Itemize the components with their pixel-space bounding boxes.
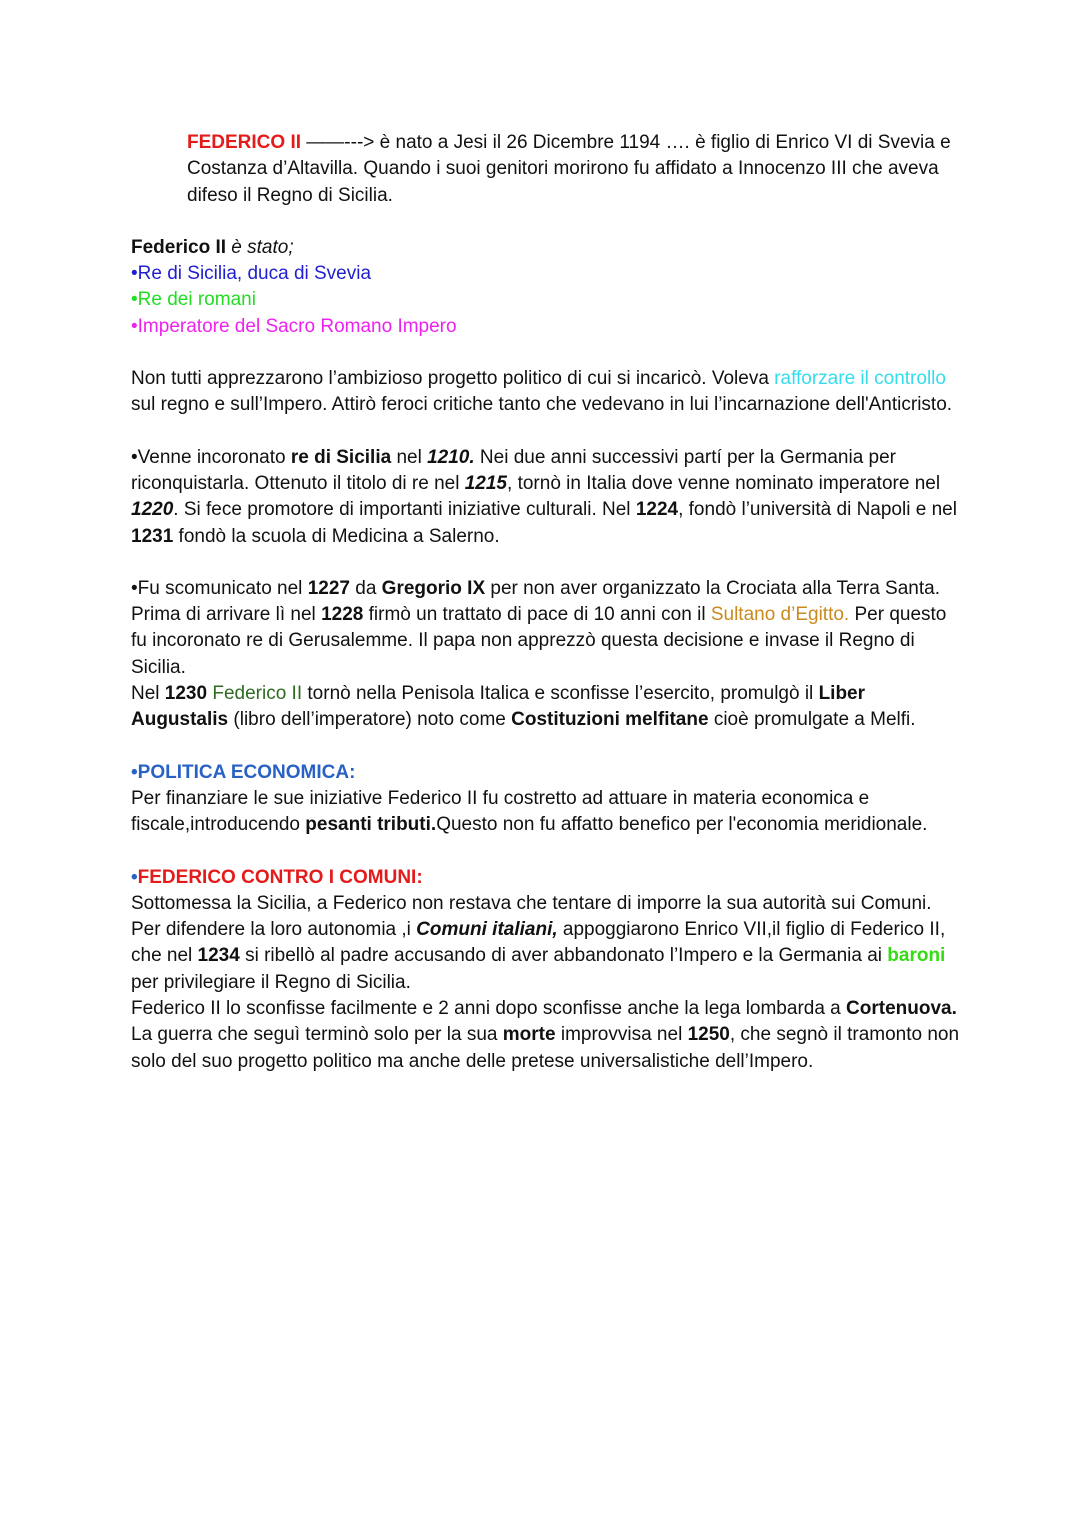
text-run: firmò un trattato di pace di 10 anni con il	[363, 604, 711, 626]
stato-heading	[131, 235, 960, 261]
text-run: da	[349, 577, 382, 599]
intro-paragraph	[131, 130, 960, 209]
stato-item-re-sicilia: •Re di Sicilia, duca di Svevia	[131, 263, 372, 285]
stato-heading-italic: è stato;	[226, 236, 294, 258]
year-1250: 1250	[687, 1024, 730, 1046]
scomunica-paragraph	[131, 576, 960, 681]
text-run: (libro dell’imperatore) noto come	[228, 709, 512, 731]
progetto-paragraph	[131, 366, 960, 419]
comuni-heading	[131, 865, 960, 891]
text-run: si ribellò al padre accusando di aver abbandonato l’Impero e la Germania ai	[239, 945, 888, 967]
text-run: , tornò in Italia dove venne nominato imperatore nel	[507, 472, 941, 494]
stato-heading-bold: Federico II	[131, 236, 227, 258]
intro-text: ——---> è nato a Jesi il 26 Dicembre 1194 …. è figlio di Enrico VI di Svevia e Costanza d’Altavilla. Quando i suoi genitori morirono fu affidato a Innocenzo III che aveva difeso il Regno di Sicilia.	[187, 132, 951, 206]
year-1220: 1220	[131, 499, 174, 521]
text-run: per non aver organizzato la Crociata alla Terra Santa. Prima di arrivare lì nel	[131, 577, 940, 626]
spacer	[131, 340, 960, 366]
bold-pesanti-tributi: pesanti tributi.	[305, 814, 437, 836]
highlight-controllo: rafforzare il controllo	[774, 368, 946, 390]
highlight-federico: Federico II	[212, 683, 303, 705]
politica-paragraph	[131, 786, 960, 839]
cortenuova-paragraph	[131, 996, 960, 1075]
spacer	[131, 209, 960, 235]
text-run: La guerra che seguì terminò solo per la sua	[131, 1024, 503, 1046]
year-1215: 1215	[464, 472, 508, 494]
year-1227: 1227	[307, 577, 350, 599]
paragraph-1230	[131, 681, 960, 734]
bold-morte: morte	[502, 1024, 556, 1046]
text-run: appoggiarono Enrico VII,il figlio di Federico II, che nel	[131, 919, 946, 967]
intro-title: FEDERICO II	[187, 132, 302, 153]
politica-heading-text: •POLITICA ECONOMICA:	[131, 761, 356, 783]
comuni-heading-bullet: •	[131, 866, 138, 888]
sicilia-paragraph	[131, 445, 960, 550]
year-1230: 1230	[164, 683, 208, 705]
politica-heading	[131, 760, 960, 786]
text-run: per privilegiare il Regno di Sicilia.	[131, 971, 411, 993]
text-run: . Si fece promotore di importanti iniziative culturali. Nel	[173, 499, 636, 521]
text-run: Federico II lo sconfisse facilmente e 2 anni dopo sconfisse anche la lega lombarda a	[131, 998, 847, 1020]
comuni-heading-text: FEDERICO CONTRO I COMUNI:	[137, 866, 423, 888]
text-run: •Venne incoronato	[131, 446, 291, 468]
bold-gregorio-ix: Gregorio IX	[381, 577, 486, 599]
highlight-baroni: baroni	[887, 945, 946, 967]
text-run: sul regno e sull’Impero. Attirò feroci critiche tanto che vedevano in lui l’incarnazione dell'Anticristo.	[131, 394, 953, 416]
text-run: , fondò l’università di Napoli e nel	[678, 499, 957, 521]
bold-cortenuova: Cortenuova.	[846, 998, 957, 1020]
spacer	[131, 839, 960, 865]
stato-item-imperatore: •Imperatore del Sacro Romano Impero	[131, 315, 457, 337]
text-run: Questo non fu affatto benefico per l'economia meridionale.	[436, 814, 928, 836]
highlight-sultano: Sultano d’Egitto.	[710, 604, 850, 626]
bold-liber-augustalis: Liber Augustalis	[131, 683, 866, 731]
text-run: Sottomessa la Sicilia, a Federico non restava che tentare di imporre la sua autorità sui Comuni. Per difendere la loro autonomia ,i	[131, 892, 932, 941]
text-run: Per finanziare le sue iniziative Federico II fu costretto ad attuare in materia economica e fiscale,introducendo	[131, 787, 870, 836]
text-run: Nei due anni successivi partí per la Germania per riconquistarla. Ottenuto il titolo di re nel	[131, 446, 897, 494]
text-run: Per questo fu incoronato re di Gerusalemme. Il papa non apprezzò questa decisione e invase il Regno di Sicilia.	[131, 604, 947, 678]
year-1210: 1210.	[427, 446, 475, 468]
text-run: Nel	[131, 683, 165, 705]
text-run: cioè promulgate a Melfi.	[708, 709, 916, 731]
bold-costituzioni: Costituzioni melfitane	[511, 709, 709, 731]
year-1224: 1224	[635, 499, 679, 521]
bold-re-di-sicilia: re di Sicilia	[290, 446, 392, 468]
year-1228: 1228	[321, 604, 364, 626]
bold-italic-comuni-italiani: Comuni italiani,	[416, 919, 558, 941]
spacer	[131, 734, 960, 760]
text-run: Non tutti apprezzarono l’ambizioso progetto politico di cui si incaricò. Voleva	[131, 368, 775, 390]
year-1231: 1231	[131, 525, 174, 547]
comuni-paragraph	[131, 891, 960, 996]
text-run: nel	[391, 446, 428, 468]
year-1234: 1234	[197, 945, 240, 967]
text-run: fondò la scuola di Medicina a Salerno.	[173, 525, 500, 547]
text-run: •Fu scomunicato nel	[131, 577, 308, 599]
text-run: improvvisa nel	[555, 1024, 688, 1046]
text-run: tornò nella Penisola Italica e sconfisse l’esercito, promulgò il	[302, 683, 819, 705]
spacer	[131, 550, 960, 576]
stato-item-re-romani: •Re dei romani	[131, 289, 256, 311]
spacer	[131, 419, 960, 445]
text-run: , che segnò il tramonto non solo del suo progetto politico ma anche delle pretese universalistiche dell’Impero.	[131, 1024, 960, 1072]
